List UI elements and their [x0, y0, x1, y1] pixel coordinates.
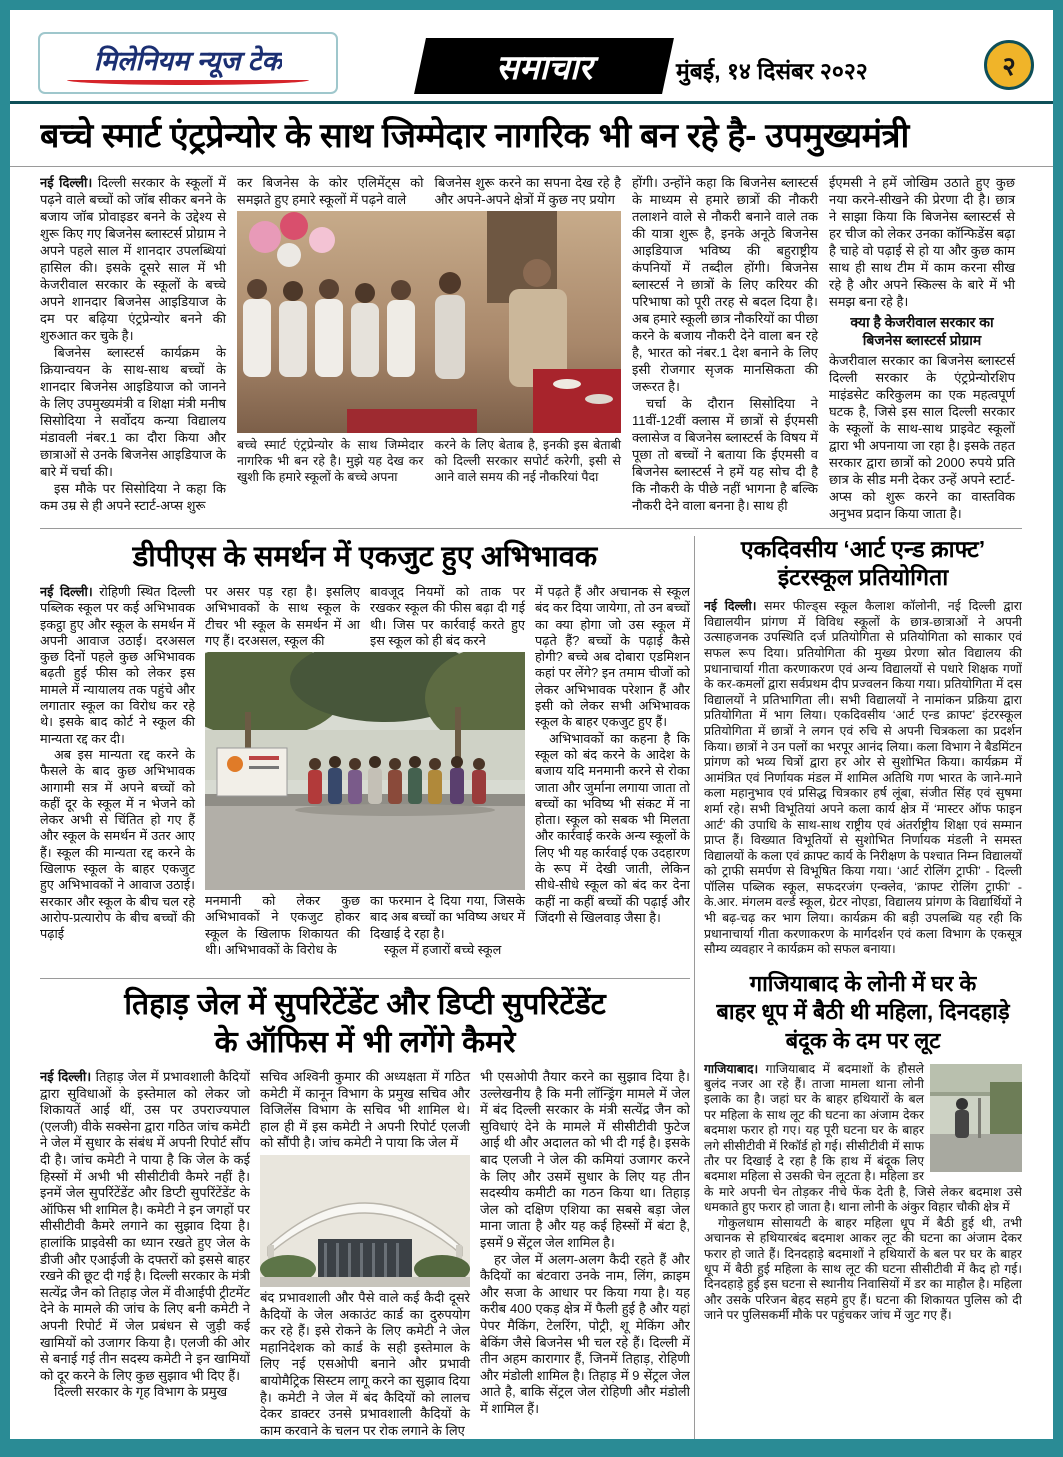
art-craft-headline-line-2: इंटरस्कूल प्रतियोगिता [777, 563, 949, 590]
body-paragraph: ईएमसी ने हमें जोखिम उठाते हुए कुछ नया करने-सीखने की प्रेरणा दी है। छात्र ने साझा किया कि बिजनेस ब्लास्टर्स से हर चीज को लेकर उनका कॉन्फिडेंस बढ़ा है चाहे वो पढ़ाई से हो या और कुछ काम साथ ही साथ टीम में काम करना सीख रहे है और अपने स्किल्स के बारे में भी समझ बना रहे है। [829, 175, 1015, 309]
dateline-label: नई दिल्ली। [40, 584, 93, 599]
dps-column-4 [535, 584, 690, 978]
paragraph-text: दिल्ली सरकार के स्कूलों में पढ़ने वाले बच्चों को जॉब सीकर बनने के बजाय जॉब प्रोवाइडर बनने के उद्देश्य से शुरू किए गए बिजनेस ब्लास्टर्स प्रोग्राम ने अपने पहले साल में शानदार उपलब्धियां हासिल की। इसके दूसरे साल में भी केजरीवाल सरकार के स्कूलों के बच्चे अपने शानदार बिजनेस आइडियाज के दम पर बढ़िया एंट्रप्रेन्योर बनने की शुरुआत कर चुके है। [40, 175, 226, 343]
lead-article-body [40, 174, 1022, 522]
body-paragraph: अब इस मान्यता रद्द करने के फैसले के बाद कुछ अभिभावक आगामी सत्र में अपने बच्चों को कहीं दूर के स्कूल में न भेजने को लेकर अभी से चिंतित हो गए हैं और स्कूल के समर्थन में उतर आए हैं। स्कूल की मान्यता रद्द करने के खिलाफ स्कूल के बाहर एकजुट हुए अभिभावकों ने आवाज उठाई। सरकार और स्कूल के बीच चल रहे आरोप-प्रत्यारोप के बीच बच्चों की पढ़ाई [40, 746, 195, 942]
body-paragraph [40, 584, 195, 747]
dps-headline: डीपीएस के समर्थन में एकजुट हुए अभिभावक [132, 541, 598, 573]
lead-mid-top-text [237, 174, 621, 208]
parents-protest-photo-art [205, 652, 525, 890]
ghaziabad-article-body [704, 1062, 1022, 1324]
body-paragraph: दिल्ली सरकार के गृह विभाग के प्रमुख [54, 1384, 228, 1400]
dps-article [40, 536, 690, 978]
caption-left: बच्चे स्मार्ट एंट्रप्रेन्योर के साथ जिम्मेदार नागरिक भी बन रहे है। मुझे यह देख कर खुशी कि हमारे स्कूलों के बच्चे अपना [237, 438, 424, 484]
tihar-headline [40, 986, 690, 1061]
lead-subhead: क्या है केजरीवाल सरकार का बिजनेस ब्लास्टर्स प्रोग्राम [850, 314, 994, 348]
dateline-label: नई दिल्ली। [40, 1069, 92, 1084]
tihar-column-1 [40, 1069, 250, 1441]
dps-column-1 [40, 584, 195, 978]
logo-text: मिलेनियम न्यूज टेक [93, 46, 283, 76]
ghaziabad-headline-line-1: गाजियाबाद के लोनी में घर के [749, 970, 977, 996]
art-craft-headline [704, 536, 1022, 591]
dateline-label: नई दिल्ली। [704, 599, 757, 614]
section-divider [40, 528, 1022, 529]
ghaziabad-headline-line-2: बाहर धूप में बैठी थी महिला, दिनदहाड़े [716, 999, 1010, 1025]
body-paragraph: में पढ़ते हैं और अचानक से स्कूल बंद कर दिया जायेगा, तो उन बच्चों का क्या होगा जो उस स्कूल में पढ़ते हैं? बच्चों के पढ़ाई कैसे होगी? बच्चे अब दोबारा एडमिशन कहां पर लेंगे? इन तमाम चीजों को लेकर अभिभावक परेशान हैं और इसी को लेकर सभी अभिभावक स्कूल के बाहर एकजुट हुए हैं। [535, 584, 690, 730]
dps-article-body [40, 584, 690, 978]
tihar-headline-line-1: तिहाड़ जेल में सुपरिटेंडेंट और डिप्टी सुपरिटेंडेंट [124, 988, 606, 1021]
lead-column-4 [632, 174, 818, 522]
body-paragraph: का फरमान दे दिया गया, जिसके बाद अब बच्चों का भविष्य अधर में दिखाई दे रहा है। [370, 893, 525, 941]
body-paragraph: हर जेल में अलग-अलग कैदी रहते हैं और कैदियों का बंटवारा उनके नाम, लिंग, क्राइम और सजा के आधार पर किया गया है। यह करीब 400 एकड़ क्षेत्र में फैली हुई है और यहां पेपर मैकिंग, टेलरिंग, पोट्री, शू मेकिंग और बेकिंग जैसे बिजनेस भी चल रहे हैं। दिल्ली में तीन अहम कारागार हैं, जिनमें तिहाड़, रोहिणी और मंडोली शामिल है। तिहाड़ में 9 सेंट्रल जेल आते है, बाकि सेंट्रल जेल रोहिणी और मंडोली में शामिल हैं। [480, 1251, 690, 1416]
lead-photo-caption [237, 437, 621, 485]
cctv-street-photo-art [930, 1064, 1022, 1172]
section-divider-left [40, 978, 690, 979]
ghaziabad-headline-line-3: बंदूक के दम पर लूट [785, 1028, 941, 1054]
body-paragraph [40, 174, 226, 344]
lead-column-3-top: बिजनेस शुरू करने का सपना देख रहे है और अपने-अपने क्षेत्रों में कुछ नए प्रयोग [434, 175, 621, 207]
right-column [704, 536, 1022, 1442]
body-paragraph: इस मौके पर सिसोदिया ने कहा कि कम उम्र से ही अपने स्टार्ट-अप्स शुरू [40, 481, 226, 513]
page-number-badge [984, 40, 1034, 90]
jail-gate-photo [260, 1155, 470, 1287]
body-paragraph: भी एसओपी तैयार करने का सुझाव दिया है। उल्लेखनीय है कि मनी लॉन्ड्रिंग मामले में जेल में बंद दिल्ली सरकार के मंत्री सत्येंद्र जैन को सुविधाएं देने के मामले में सीसीटीवी फुटेज आई थी और अदालत को भी दी गई है। इसके बाद एलजी ने जेल की कमियां उजागर करने के लिए और उसमें सुधार के लिए यह तीन सदस्यीय कमीटी का गठन किया था। तिहाड़ जेल को दक्षिण एशिया का सबसे बड़ा जेल माना जाता है और यह कई हिस्सों में बंटा है, इसमें 9 सेंट्रल जेल शामिल है। [480, 1069, 690, 1250]
masthead-banner [414, 38, 674, 94]
dps-column-3-top: बावजूद नियमों को ताक पर रखकर स्कूल की फीस बढ़ा दी गई थी। जिस पर कार्रवाई करते हुए इस स्कूल को ही बंद करने [370, 584, 525, 648]
school-event-photo [237, 211, 621, 433]
school-event-photo-art [237, 211, 621, 433]
paragraph-text: समर फील्ड्स स्कूल कैलाश कॉलोनी, नई दिल्ली द्वारा विद्यालयीन प्रांगण में विविध स्कूलों के छात्र-छात्राओं ने अपनी उत्साहजनक उपस्थिति दर्ज प्रतियोगिता से प्रतियोगिता को साकार एवं सफल रूप दिया। प्रतियोगिता की मुख्य प्रेरणा स्रोत विद्यालय की प्रधानाचार्या गीता करणाकरण एवं अन्य विद्यालयों से पधारे शिक्षक गणों के कर-कमलों द्वारा सर्वप्रथम दीप प्रज्वलन किया गया। प्रतियोगिता में दस विद्यालयों ने प्रतिभागिता ली। सभी विद्यालयों ने नामांकन प्रक्रिया द्वारा प्रतियोगिता में भाग लिया। एकदिवसीय ‘आर्ट एन्ड क्राफ्ट’ इंटरस्कूल प्रतियोगिता में छात्रों ने लगन एवं रुचि से अपनी चित्रकला का प्रदर्शन किया। छात्रों ने उन पलों का भरपूर आनंद लिया। कला विभाग ने बैडमिंटन प्रांगण को भव्य चित्रों द्वारा हर ओर से सुशोभित किया। कार्यक्रम में आमंत्रित एवं निर्णायक मंडल में शामिल अतिथि गण भारत के जाने-माने कला महानुभाव एवं प्रसिद्ध चित्रकार हर्ष लूंबा, संजीत सिंह एवं सुषमा शर्मा रहे। सभी विभूतियां अपने कला कार्य क्षेत्र में ‘मास्टर ऑफ फाइन आर्ट’ की उपाधि के साथ-साथ राष्ट्रीय एवं अंतर्राष्ट्रीय शिक्षा एवं सम्मान प्राप्त हैं। विख्यात विभूतियों से सुशोभित निर्णायक मंडली ने समस्त विद्यालयों के कला एवं क्राफ्ट कार्य के निरीक्षण के पश्चात निम्न विद्यालयों को ट्राफी समर्पण से विभूषित किया गया। ‘आर्ट रोलिंग ट्राफी’ - दिल्ली पॉलिस पब्लिक स्कूल, सफदरजंग एन्क्लेव, ‘क्राफ्ट रोलिंग ट्राफी’ - के.आर. मंगलम वर्ल्ड स्कूल, ग्रेटर नोएडा, विद्यालय प्रांगण के विद्यार्थियों ने भी बढ़-चढ़ कर भाग लिया। कार्यक्रम की बड़ी उपलब्धि यह रही कि प्रधानाचार्या गीता करणाकरण के मार्गदर्शन एवं कला विभाग के एकसूत्र सौम्य व्यवहार ने कार्यक्रम को सफल बनाया। [704, 599, 1022, 957]
tihar-article-body [40, 1069, 690, 1441]
body-paragraph: चर्चा के दौरान सिसोदिया ने 11वीं-12वीं क्लास में छात्रों से ईएमसी क्लासेज व बिजनेस ब्लास्टर्स के विषय में पूछा तो बच्चों ने बताया कि ईएमसी व बिजनेस ब्लास्टर्स ने हमें यह सोच दी है कि नौकरी के पीछे नहीं भागना है बल्कि नौकरी देने वाला बनना है। साथ ही [632, 396, 818, 513]
newspaper-logo [38, 32, 338, 94]
lead-column-2-top: कर बिजनेस के कोर एलिमेंट्स को समझते हुए हमारे स्कूलों में पढ़ने वाले [237, 175, 424, 207]
tihar-column-2 [260, 1069, 470, 1441]
body-paragraph [40, 1069, 250, 1384]
ghaziabad-headline [704, 970, 1022, 1056]
dps-column-2-top: पर असर पड़ रहा है। इसलिए अभिभावकों के साथ स्कूल के टीचर भी स्कूल के समर्थन में आ गए हैं। दरअसल, स्कूल की [205, 584, 360, 648]
dateline-label: नई दिल्ली। [40, 175, 93, 190]
dps-mid-top-text [205, 584, 525, 649]
lead-headline: बच्चे स्मार्ट एंट्रप्रेन्योर के साथ जिम्मेदार नागरिक भी बन रहे है- उपमुख्यमंत्री [40, 117, 909, 155]
headline-rule [10, 166, 1053, 167]
dateline-label: गाजियाबाद। [704, 1061, 759, 1076]
lead-column-1 [40, 174, 226, 522]
logo-underline-swoosh [67, 80, 310, 85]
page-number: २ [1002, 51, 1016, 81]
body-paragraph: गोकुलधाम सोसायटी के बाहर महिला धूप में बैठी हुई थी, तभी अचानक से हथियारबंद बदमाश आकर लूट की घटना का अंजाम देकर फरार हो जाते हैं। दिनदहाड़े बदमाशों ने हथियारों के बल पर घर के बाहर धूप में बैठी हुई महिला के साथ लूट की घटना सीसीटीवी में कैद हो गई। दिनदहाड़े हुई इस घटना से स्थानीय निवासियों में डर का माहौल है। महिला और उसके परिजन बेहद सहमे हुए हैं। घटना की शिकायत पुलिस को दी जाने पर पुलिसकर्मी मौके पर पहुंचकर जांच में जुट गए हैं। [704, 1215, 1022, 1323]
dps-mid-bottom-text [205, 893, 525, 958]
tihar-column-2-top: सचिव अश्विनी कुमार की अध्यक्षता में गठित कमेटी में कानून विभाग के प्रमुख सचिव और विजिलेंस विभाग के सचिव भी शामिल थे। हाल ही में इस कमेटी ने अपनी रिपोर्ट एलजी को सौंपी है। जांच कमेटी ने पाया कि जेल में [260, 1069, 470, 1151]
parents-protest-photo [205, 652, 525, 890]
paragraph-text: तिहाड़ जेल में प्रभावशाली कैदियों द्वारा सुविधाओं के इस्तेमाल को लेकर जो शिकायतें आई थीं, उस पर उपराज्यपाल (एलजी) वीके सक्सेना द्वारा गठित जांच कमेटी ने जेल में सुधार के संबंध में अपनी रिपोर्ट सौंप दी है। जांच कमेटी ने पाया है कि जेल के कई हिस्सों में अभी भी सीसीटीवी कैमरे नहीं है। इनमें जेल सुपरिंटेंडेंट और डिप्टी सुपरिंटेंडेंट के ऑफिस भी शामिल है। कमेटी ने इन जगहों पर सीसीटीवी कैमरे लगाने का सुझाव दिया है। हालांकि प्राइवेसी का ध्यान रखते हुए जेल के डीजी और एआईजी के दफ्तरों को इससे बाहर रखने की छूट दी गई है। दिल्ली सरकार के मंत्री सत्येंद्र जैन को तिहाड़ जेल में वीआईपी ट्रीटमेंट देने के मामले की जांच के लिए बनी कमेटी ने अपनी रिपोर्ट में जेल प्रबंधन से जुड़ी कई खामियों को उजागर किया है। एलजी की ओर से बनाई गई तीन सदस्य कमेटी ने इन खामियों को दूर करने के लिए कुछ सुझाव भी दिए हैं। [40, 1069, 250, 1383]
column-divider [694, 536, 695, 1442]
body-paragraph: होंगी। उन्होंने कहा कि बिजनेस ब्लास्टर्स के माध्यम से हमारे छात्रों की नौकरी तलाशने वाले से नौकरी बनाने वाले तक की यात्रा शुरू है, इनके अनूठे बिजनेस आइडियाज भविष्य की बहुराष्ट्रीय कंपनियों में तब्दील होंगी। बिजनेस ब्लास्टर्स ने छात्रों के लिए करियर की परिभाषा को पूरी तरह से बदल दिया है। अब हमारे स्कूली छात्र नौकरियों का पीछा करने के बजाय नौकरी देने वाला बन रहे है, भारत को नंबर.1 देश बनाने के लिए इसी रोजगार सृजक मानसिकता की जरूरत है। [632, 175, 819, 394]
lead-column-5 [829, 174, 1015, 522]
tihar-column-3 [480, 1069, 690, 1441]
body-paragraph: अभिभावकों का कहना है कि स्कूल को बंद करने के आदेश के बजाय यदि मनमानी करने से रोका जाता और जुर्माना लगाया जाता तो बच्चों का भविष्य भी संकट में ना होता। स्कूल को सबक भी मिलता और कार्रवाई करके अन्य स्कूलों के लिए भी यह कार्रवाई एक उदहारण के रूप में देखी जाती, लेकिन सीधे-सीधे स्कूल को बंद कर देना कहीं ना कहीं बच्चों की पढ़ाई और जिंदगी से खिलवाड़ जैसा है। [535, 730, 690, 925]
lead-photo-block [237, 174, 621, 522]
caption-right: करने के लिए बेताब है, इनकी इस बेताबी को दिल्ली सरकार सपोर्ट करेगी, इसी से आने वाले समय की नई नौकरियां पैदा [434, 438, 621, 484]
dps-photo-block [205, 584, 525, 978]
art-craft-article-body [704, 599, 1022, 958]
tihar-column-2-bottom: बंद प्रभावशाली और पैसे वाले कई कैदी दूसरे कैदियों के जेल अकाउंट कार्ड का दुरुपयोग कर रहे हैं। इसे रोकने के लिए कमेटी ने जेल महानिदेशक को कार्ड के सही इस्तेमाल के लिए नई एसओपी बनाने और प्रभावी बायोमैट्रिक सिस्टम लागू करने का सुझाव दिया है। कमेटी ने जेल में बंद कैदियों को लालच देकर डाक्टर उनसे प्रभावशाली कैदियों के काम करवाने के चलन पर रोक लगाने के लिए [260, 1289, 470, 1438]
art-craft-headline-line-1: एकदिवसीय ‘आर्ट एन्ड क्राफ्ट’ [740, 536, 986, 562]
tihar-headline-line-2: के ऑफिस में भी लगेंगे कैमरे [214, 1025, 516, 1059]
dps-column-2-bottom: मनमानी को लेकर कुछ अभिभावकों ने एकजुट होकर स्कूल के खिलाफ शिकायत की थी। अभिभावकों के विरोध के [205, 893, 360, 958]
body-paragraph: बिजनेस ब्लास्टर्स कार्यक्रम के क्रियान्वयन के साथ-साथ बच्चों के शानदार बिजनेस आइडियाज को जानने के लिए उपमुख्यमंत्री व शिक्षा मंत्री मनीष सिसोदिया ने सर्वोदय कन्या विद्यालय मंडावली नंबर.1 का दौरा किया और छात्राओं से उनके बिजनेस आइडियाज के बारे में चर्चा की। [40, 345, 226, 479]
masthead-title: समाचार [495, 49, 593, 87]
tihar-article [40, 986, 690, 1441]
body-paragraph: केजरीवाल सरकार का बिजनेस ब्लास्टर्स दिल्ली सरकार के एंट्रप्रेन्योरशिप माइंडसेट करिकुलम का एक महत्वपूर्ण घटक है, जिसे इस साल दिल्ली सरकार के स्कूलों के साथ-साथ प्राइवेट स्कूलों द्वारा भी अपनाया जा रहा है। इसके तहत सरकार द्वारा छात्रों को 2000 रुपये प्रति छात्र के सीड मनी देकर उन्हें अपने स्टार्ट-अप्स को शुरू करने का वास्तविक अनुभव प्रदान किया जाता है। [829, 353, 1015, 521]
edition-dateline: मुंबई, १४ दिसंबर २०२२ [676, 58, 868, 84]
paragraph-text: गाजियाबाद में बदमाशों के हौसले बुलंद नजर आ रहे हैं। ताजा मामला थाना लोनी इलाके का है। जहां घर के बाहर हथियारों के बल पर महिला के साथ लूट की घटना का अंजाम देकर बदमाश फरार हो गए। यह पूरी घटना घर के बाहर लगे सीसीटीवी में रिकॉर्ड हो गई। सीसीटीवी में साफ तौर पर दिखाई दे रहा है कि हाथ में बंदूक लिए बदमाश महिला से उसकी चेन लूटता है। महिला डर के मारे अपनी चेन तोड़कर नीचे फेंक देती है, जिसे लेकर बदमाश उसे धमकाते हुए फरार हो जाता है। थाना लोनी के अंकुर विहार चौकी क्षेत्र में [704, 1061, 1022, 1215]
cctv-street-photo [930, 1064, 1022, 1172]
body-paragraph: स्कूल में हजारों बच्चे स्कूल [384, 942, 502, 958]
jail-gate-photo-art [260, 1155, 470, 1287]
body-paragraph [704, 599, 1022, 958]
paragraph-text: रोहिणी स्थित दिल्ली पब्लिक स्कूल पर कई अभिभावक इकट्ठा हुए और स्कूल के समर्थन में अपनी आवाज उठाई। दरअसल कुछ दिनों पहले कुछ अभिभावक बढ़ती हुई फीस को लेकर इस मामले में न्यायालय तक पहुंचे और लगातार स्कूल का विरोध कर रहे थे। इसके बाद कोर्ट ने स्कूल की मान्यता रद्द कर दी। [40, 584, 196, 746]
header-rule [10, 101, 1053, 104]
dps-column-3-bottom [370, 893, 525, 958]
